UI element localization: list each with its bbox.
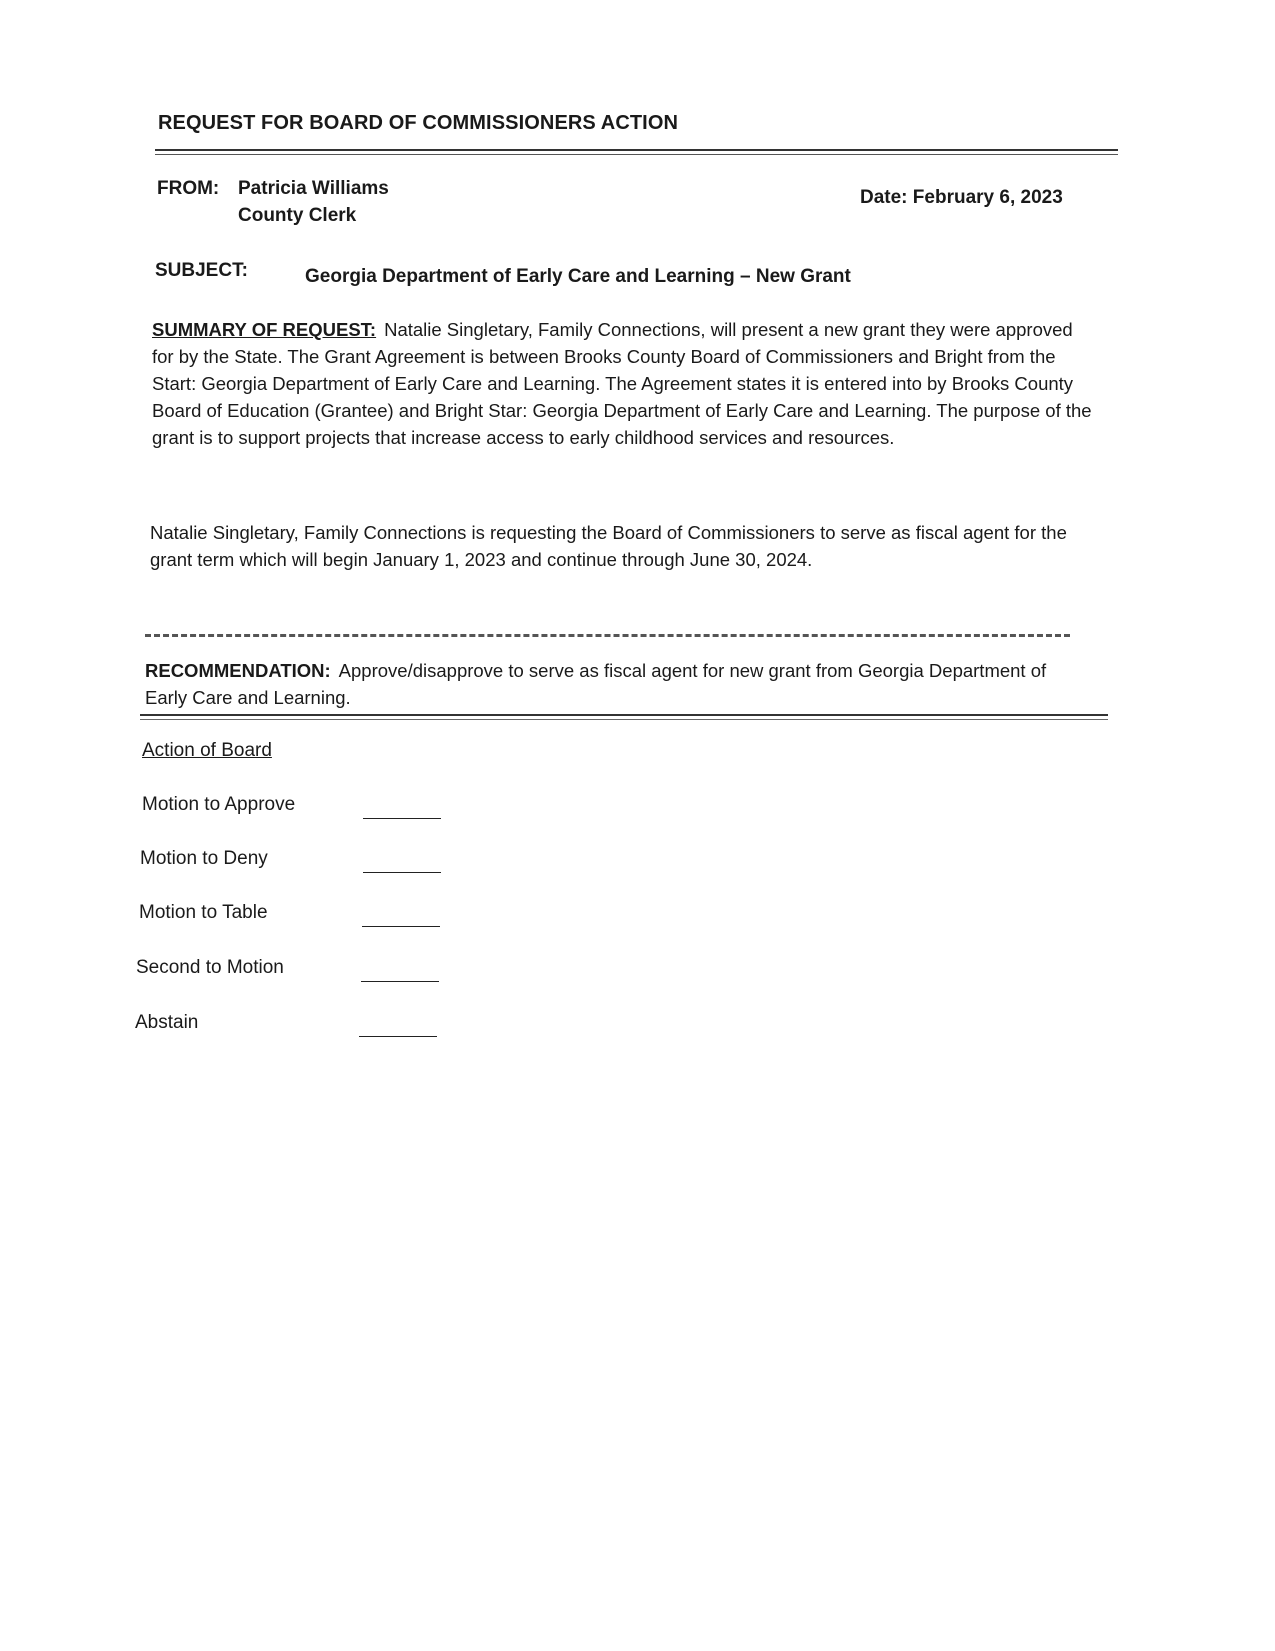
date-value: February 6, 2023 [912, 187, 1063, 208]
section-divider [145, 634, 1070, 637]
recommendation-label: RECOMMENDATION: [145, 660, 331, 681]
table-blank-line[interactable] [362, 926, 440, 927]
summary-label: SUMMARY OF REQUEST: [152, 319, 377, 340]
recommendation-paragraph [145, 657, 1065, 711]
second-blank-line[interactable] [361, 981, 439, 982]
action-item-second: Second to Motion [136, 957, 284, 978]
deny-blank-line[interactable] [363, 872, 441, 873]
recommendation-text: Approve/disapprove to serve as fiscal agent for new grant from Georgia Department of Early Care and Learning. [145, 660, 1047, 708]
subject-label: SUBJECT: [155, 260, 248, 281]
header-rule [155, 149, 1118, 151]
subject-text: Georgia Department of Early Care and Learning – New Grant [305, 266, 851, 287]
from-title: County Clerk [238, 205, 357, 226]
document-heading: REQUEST FOR BOARD OF COMMISSIONERS ACTION [158, 112, 679, 134]
fiscal-agent-paragraph: Natalie Singletary, Family Connections is requesting the Board of Commissioners to serve as fiscal agent for the grant term which will begin January 1, 2023 and continue through June 30, 2024. [150, 522, 1067, 570]
action-item-approve: Motion to Approve [142, 794, 296, 815]
from-name: Patricia Williams [238, 178, 389, 199]
date-block [860, 187, 1063, 209]
summary-paragraph [152, 316, 1092, 451]
action-item-abstain: Abstain [135, 1012, 199, 1033]
recommendation-rule [140, 714, 1108, 716]
action-item-deny: Motion to Deny [140, 848, 268, 869]
action-item-table: Motion to Table [139, 902, 268, 923]
summary-text: Natalie Singletary, Family Connections, will present a new grant they were approved for by the State. The Grant Agreement is between Brooks County Board of Commissioners and Bright from the Start: Georgia Department of Early Care and Learning. The Agreement states it is entered into by Brooks County Board of Education (Grantee) and Bright Star: Georgia Department of Early Care and Learning. The purpose of the grant is to support projects that increase access to early childhood services and resources. [152, 319, 1092, 448]
abstain-blank-line[interactable] [359, 1036, 437, 1037]
action-of-board-title: Action of Board [142, 740, 272, 761]
date-label: Date: [860, 187, 908, 208]
from-label: FROM: [157, 178, 220, 199]
approve-blank-line[interactable] [363, 818, 441, 819]
